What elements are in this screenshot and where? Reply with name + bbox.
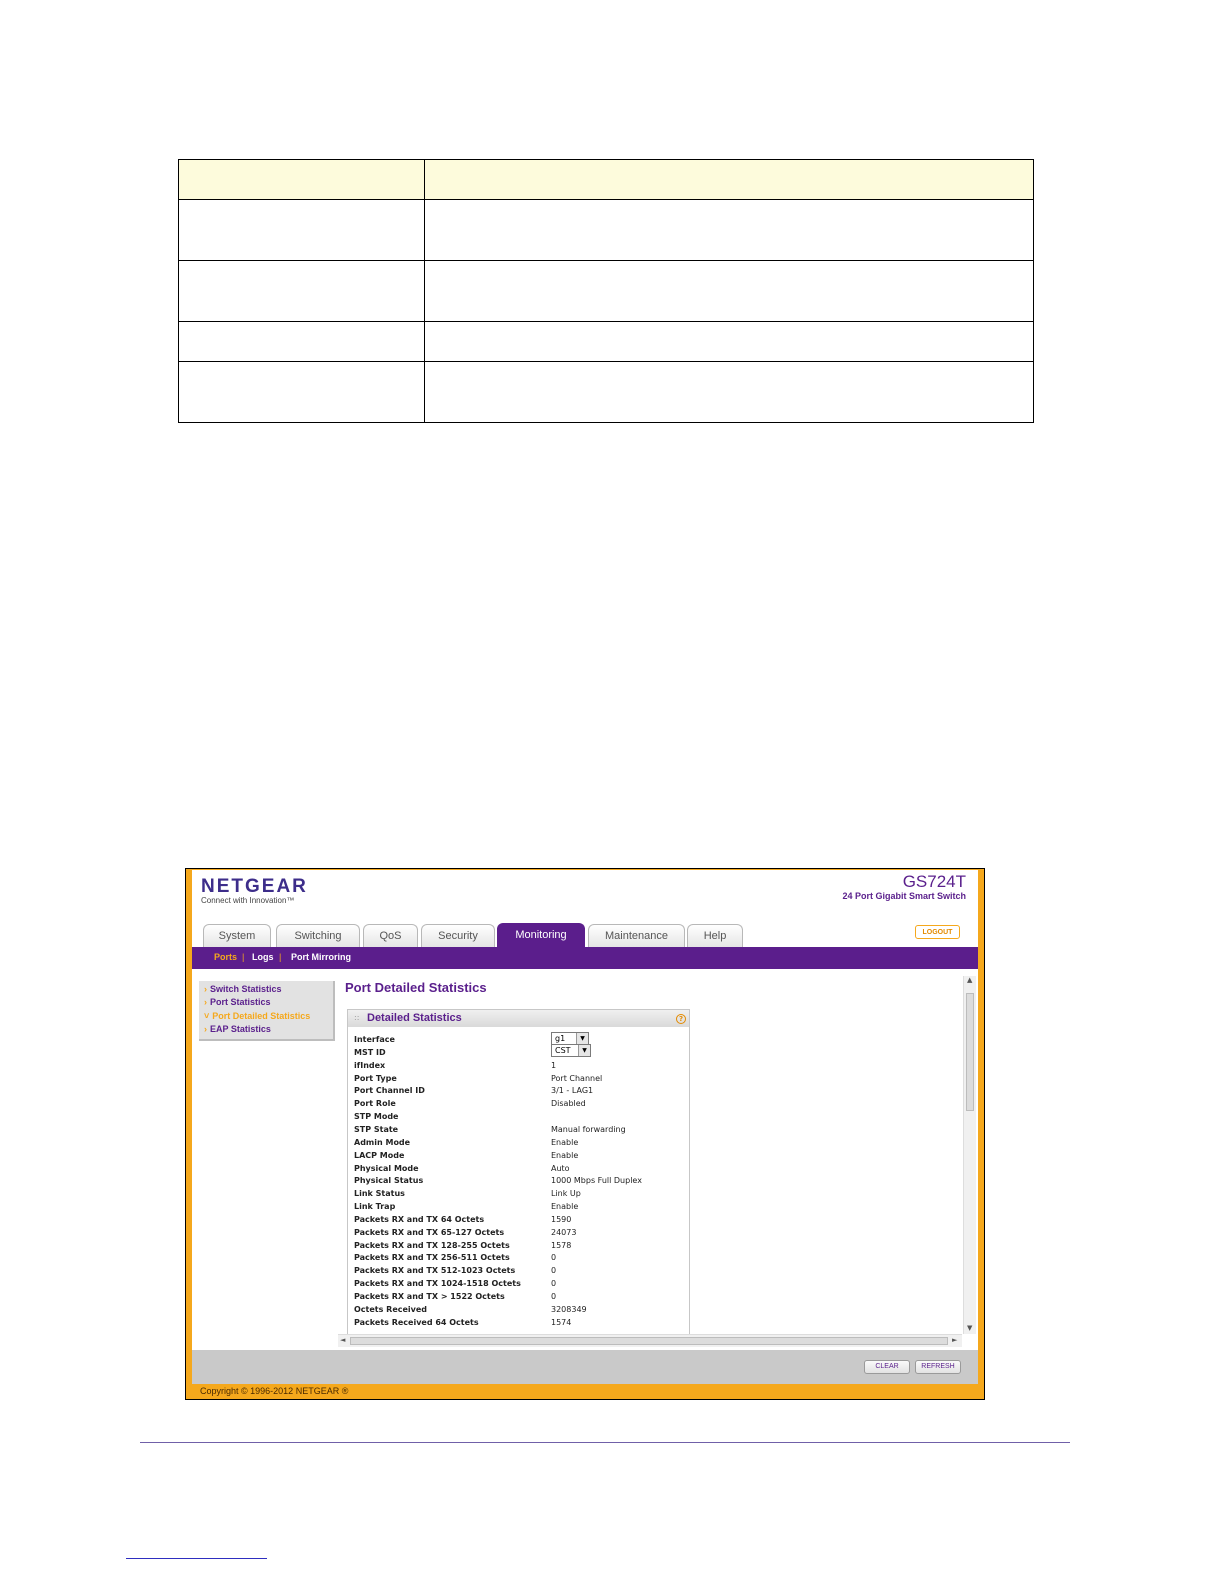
stat-value: Link Up xyxy=(551,1189,581,1199)
app-window xyxy=(192,870,978,1384)
tab-security[interactable]: Security xyxy=(421,924,495,947)
stat-value: 3208349 xyxy=(551,1304,587,1314)
stat-label: Packets RX and TX 512-1023 Octets xyxy=(354,1266,516,1276)
stat-label: Octets Received xyxy=(354,1304,428,1314)
doc-cell xyxy=(179,160,425,200)
stat-label: Admin Mode xyxy=(354,1137,411,1147)
model-description: 24 Port Gigabit Smart Switch xyxy=(842,891,966,901)
chevron-right-icon: › xyxy=(204,984,207,994)
stat-value: 1000 Mbps Full Duplex xyxy=(551,1176,642,1186)
page-title: Port Detailed Statistics xyxy=(345,980,487,995)
chevron-down-icon: ˅ xyxy=(204,1011,210,1021)
scroll-right-icon[interactable]: ► xyxy=(952,1336,958,1344)
scroll-up-icon[interactable]: ▲ xyxy=(967,976,973,984)
scroll-thumb[interactable] xyxy=(966,993,974,1111)
logout-button[interactable]: LOGOUT xyxy=(915,925,960,939)
vertical-scrollbar[interactable] xyxy=(963,976,976,1334)
chevron-right-icon: › xyxy=(204,997,207,1007)
doc-table xyxy=(178,159,1034,423)
refresh-button[interactable]: REFRESH xyxy=(915,1360,961,1374)
doc-table-row xyxy=(179,362,1034,423)
stat-value: Auto xyxy=(551,1163,570,1173)
subnav-separator: | xyxy=(279,952,282,962)
stat-value: 1 xyxy=(551,1060,557,1070)
select-value: g1 xyxy=(555,1034,566,1043)
stat-value: 3/1 - LAG1 xyxy=(551,1086,594,1096)
chevron-down-icon[interactable]: ▼ xyxy=(576,1033,588,1044)
switch-ui-screenshot xyxy=(185,868,985,1400)
doc-table-row xyxy=(179,261,1034,322)
stat-label: LACP Mode xyxy=(354,1150,405,1160)
tab-maintenance[interactable]: Maintenance xyxy=(588,924,685,947)
brand-tagline: Connect with Innovation™ xyxy=(201,896,295,905)
stat-label: Packets RX and TX 1024-1518 Octets xyxy=(354,1279,521,1289)
stat-label: Packets RX and TX 65-127 Octets xyxy=(354,1227,505,1237)
stat-label: Packets RX and TX 64 Octets xyxy=(354,1214,485,1224)
footer-divider xyxy=(140,1442,1070,1443)
doc-table-header xyxy=(179,160,1034,200)
stat-value: Port Channel xyxy=(551,1073,603,1083)
doc-cell xyxy=(425,160,1034,200)
scroll-left-icon[interactable]: ◄ xyxy=(340,1336,346,1344)
subnav-separator: | xyxy=(242,952,245,962)
sidebar-item-eap-statistics[interactable]: › EAP Statistics xyxy=(204,1024,271,1034)
stat-label: STP Mode xyxy=(354,1112,399,1122)
stat-value: 0 xyxy=(551,1292,557,1301)
stat-label: Physical Status xyxy=(354,1176,424,1186)
stat-value: 1590 xyxy=(551,1214,572,1224)
stat-value: 0 xyxy=(551,1253,557,1263)
tab-help[interactable]: Help xyxy=(687,924,743,947)
stat-value: 24073 xyxy=(551,1227,577,1237)
scroll-down-icon[interactable]: ▼ xyxy=(967,1324,973,1332)
stat-label: Packets RX and TX > 1522 Octets xyxy=(354,1292,505,1301)
stat-label: Packets RX and TX 128-255 Octets xyxy=(354,1240,510,1250)
subnav-ports[interactable]: Ports xyxy=(214,952,238,962)
subnav-port-mirroring[interactable]: Port Mirroring xyxy=(291,952,351,962)
footer-link-underline xyxy=(126,1558,267,1559)
doc-cell xyxy=(425,322,1034,362)
stat-label: Link Trap xyxy=(354,1202,396,1212)
panel-title: Detailed Statistics xyxy=(367,1012,462,1024)
sidebar xyxy=(199,981,335,1041)
stat-label: Link Status xyxy=(354,1189,405,1199)
doc-cell xyxy=(179,261,425,322)
tab-switching[interactable]: Switching xyxy=(276,924,360,947)
stat-label: ifIndex xyxy=(354,1060,386,1070)
clear-button[interactable]: CLEAR xyxy=(864,1360,910,1374)
stat-value: Enable xyxy=(551,1150,579,1160)
stat-value: 0 xyxy=(551,1266,557,1276)
doc-cell xyxy=(179,200,425,261)
button-bar xyxy=(192,1350,978,1384)
stat-label: STP State xyxy=(354,1124,399,1134)
sub-navigation xyxy=(192,947,978,969)
sidebar-item-switch-statistics[interactable]: › Switch Statistics xyxy=(204,984,282,994)
doc-cell xyxy=(425,200,1034,261)
stat-label: Packets RX and TX 256-511 Octets xyxy=(354,1253,510,1263)
copyright-text: Copyright © 1996-2012 NETGEAR ® xyxy=(200,1386,349,1396)
stat-value: Disabled xyxy=(551,1099,586,1109)
doc-cell xyxy=(425,362,1034,423)
doc-cell xyxy=(179,362,425,423)
stat-value: 1578 xyxy=(551,1240,572,1250)
doc-table-row xyxy=(179,200,1034,261)
select-value: CST xyxy=(555,1045,571,1055)
stat-value: Enable xyxy=(551,1137,579,1147)
detailed-statistics-panel xyxy=(347,1009,690,1339)
stat-value: Enable xyxy=(551,1202,579,1212)
help-icon[interactable]: ? xyxy=(676,1014,686,1024)
model-name: GS724T xyxy=(902,872,966,891)
brand-logo: NETGEAR xyxy=(201,876,308,897)
sidebar-item-port-detailed-statistics[interactable]: ˅ Port Detailed Statistics xyxy=(204,1011,311,1021)
doc-cell xyxy=(425,261,1034,322)
drag-handle-icon: :: xyxy=(354,1013,360,1022)
stat-label: Physical Mode xyxy=(354,1163,419,1173)
stat-value: Manual forwarding xyxy=(551,1124,626,1134)
panel-header xyxy=(348,1010,689,1027)
stat-value: 0 xyxy=(551,1279,557,1289)
doc-table-row xyxy=(179,322,1034,362)
stat-label: Packets Received 64 Octets xyxy=(354,1317,479,1327)
stat-label: Port Role xyxy=(354,1099,396,1109)
mst-id-select[interactable] xyxy=(551,1044,591,1057)
chevron-down-icon[interactable]: ▼ xyxy=(578,1045,590,1056)
chevron-right-icon: › xyxy=(204,1024,207,1034)
stat-label: Port Channel ID xyxy=(354,1086,425,1096)
stat-label: MST ID xyxy=(354,1047,386,1057)
doc-cell xyxy=(179,322,425,362)
horizontal-scrollbar[interactable] xyxy=(338,1334,962,1347)
tab-monitoring[interactable]: Monitoring xyxy=(497,923,585,948)
sidebar-item-port-statistics[interactable]: › Port Statistics xyxy=(204,997,271,1007)
tab-qos[interactable]: QoS xyxy=(363,924,418,947)
subnav-logs[interactable]: Logs xyxy=(252,952,274,962)
stat-label: Port Type xyxy=(354,1073,397,1083)
stat-label: Interface xyxy=(354,1035,395,1044)
scroll-thumb[interactable] xyxy=(350,1337,948,1345)
stat-value: 1574 xyxy=(551,1317,572,1327)
tab-system[interactable]: System xyxy=(203,924,271,947)
